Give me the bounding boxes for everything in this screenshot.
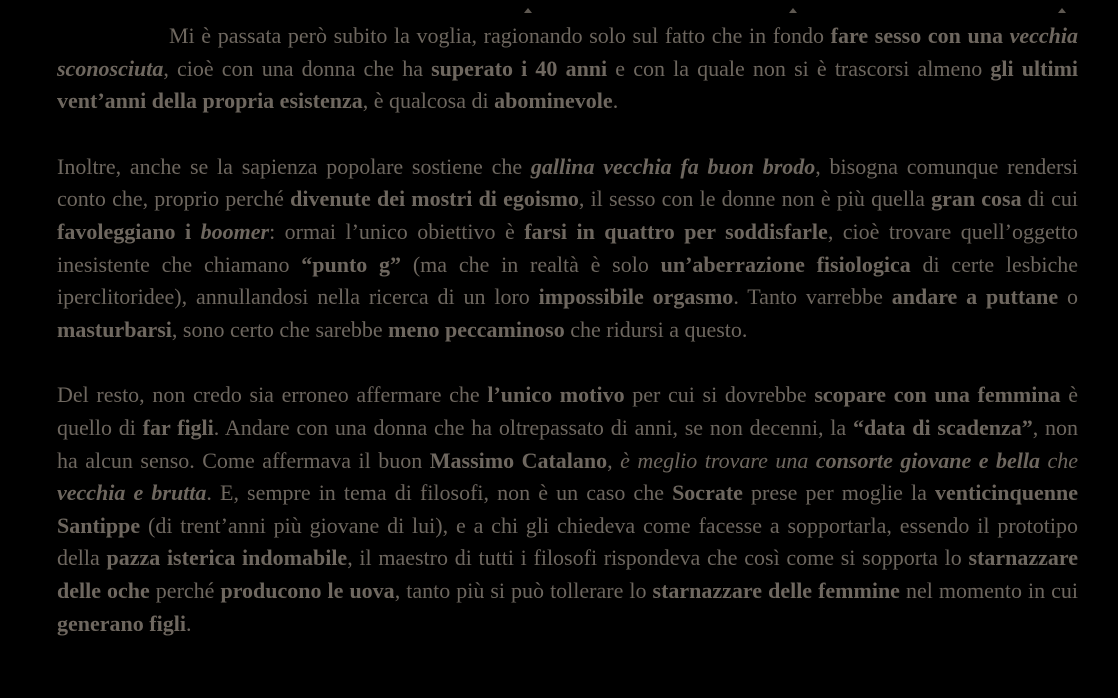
text-run: che ridursi a questo. — [564, 316, 748, 342]
text-run: (ma che in realtà è solo — [401, 251, 661, 277]
text-run: e con la quale non si è trascorsi almeno — [607, 55, 991, 81]
text-run: prese per moglie la — [742, 480, 935, 506]
text-run: venticinquenne Santippe — [57, 480, 1078, 538]
paragraph — [57, 20, 1078, 118]
text-run: generano figli — [57, 610, 186, 636]
text-run: divenute dei mostri di egoismo — [290, 186, 579, 212]
text-run: , il sesso con le donne non è più quella — [578, 186, 932, 212]
text-run: di certe lesbiche iperclitoridee), annullandosi nella ricerca di un loro — [57, 251, 1078, 310]
text-run: “data di scadenza” — [852, 414, 1033, 440]
text-run: , sono certo che sarebbe — [171, 316, 389, 342]
letter-tip-icon — [789, 8, 797, 13]
text-run: producono le uova — [220, 577, 395, 603]
text-run: . — [612, 88, 619, 114]
text-run: gallina vecchia fa buon brodo — [530, 153, 816, 179]
text-run: fare sesso con una — [830, 23, 1010, 48]
text-run: meno peccaminoso — [388, 316, 565, 342]
paragraph — [57, 151, 1078, 347]
letter-tip-icon — [524, 8, 532, 13]
text-run: . E, sempre in tema di filosofi, non è un caso che — [206, 480, 673, 506]
text-run: , bisogna comunque rendersi conto che, proprio perché — [57, 153, 1079, 212]
article-text — [0, 20, 1118, 673]
text-run: , il maestro di tutti i filosofi rispondeva che così come si sopporta lo — [347, 545, 969, 571]
text-run: superato i 40 anni — [431, 55, 608, 81]
text-run: Mi è passata però subito la voglia, ragionando solo sul fatto che in fondo — [169, 23, 831, 48]
text-run: , è qualcosa di — [362, 88, 495, 114]
text-run: gran cosa — [931, 186, 1022, 212]
text-run: vecchia sconosciuta — [57, 23, 1078, 81]
text-run: un’aberrazione fisiologica — [660, 251, 911, 277]
text-run: impossibile orgasmo — [538, 284, 734, 310]
text-run: che — [1040, 447, 1079, 473]
text-run: farsi in quattro per soddisfarle — [524, 218, 828, 244]
paragraph — [57, 379, 1078, 640]
text-run: Del resto, non credo sia erroneo affermare che — [57, 382, 488, 408]
text-run: “punto g” — [301, 251, 402, 277]
text-run: , — [607, 447, 621, 473]
text-run: , non ha alcun senso. Come affermava il buon — [57, 414, 1079, 473]
text-run: . — [185, 610, 192, 636]
text-run: masturbarsi — [57, 316, 172, 342]
text-run: gli ultimi vent’anni della propria esistenza — [57, 55, 1079, 114]
text-run: consorte giovane e bella — [815, 447, 1040, 473]
text-run: far figli — [142, 414, 214, 440]
text-run: , cioè con una donna che ha — [163, 55, 432, 81]
text-run: boomer — [200, 218, 270, 244]
text-run: nel momento in cui — [899, 577, 1079, 603]
text-run: . Tanto varrebbe — [733, 284, 892, 310]
letter-tip-icon — [1058, 8, 1066, 13]
text-run: : ormai l’unico obiettivo è — [269, 218, 525, 244]
text-run: Inoltre, anche se la sapienza popolare sostiene che — [57, 153, 531, 179]
text-run: è meglio trovare una — [620, 447, 816, 473]
text-run: l’unico motivo — [487, 382, 625, 408]
text-run: , cioè trovare quell’oggetto inesistente che chiamano — [57, 218, 1078, 277]
text-run: abominevole — [494, 88, 613, 114]
text-run: andare a puttane — [891, 284, 1059, 310]
text-run: di cui — [1021, 186, 1078, 212]
text-run: Socrate — [672, 480, 743, 506]
text-run: (di trent’anni più giovane di lui), e a chi gli chiedeva come facesse a sopportarla, essendo il prototipo della — [57, 512, 1078, 571]
text-run: è quello di — [57, 382, 1078, 440]
text-run: Massimo Catalano — [429, 447, 608, 473]
text-run: vecchia e brutta — [57, 480, 207, 506]
text-run: o — [1058, 284, 1079, 310]
text-run: . Andare con una donna che ha oltrepassato di anni, se non decenni, la — [213, 414, 853, 440]
text-run: starnazzare delle femmine — [652, 577, 900, 603]
text-run: starnazzare delle oche — [57, 545, 1078, 603]
text-run: per cui si dovrebbe — [624, 382, 815, 408]
text-run: , tanto più si può tollerare lo — [394, 577, 653, 603]
text-run: perché — [149, 577, 221, 603]
text-run: scopare con una femmina — [814, 382, 1061, 408]
text-run: favoleggiano i — [57, 218, 201, 244]
text-run: pazza isterica indomabile — [106, 545, 348, 571]
